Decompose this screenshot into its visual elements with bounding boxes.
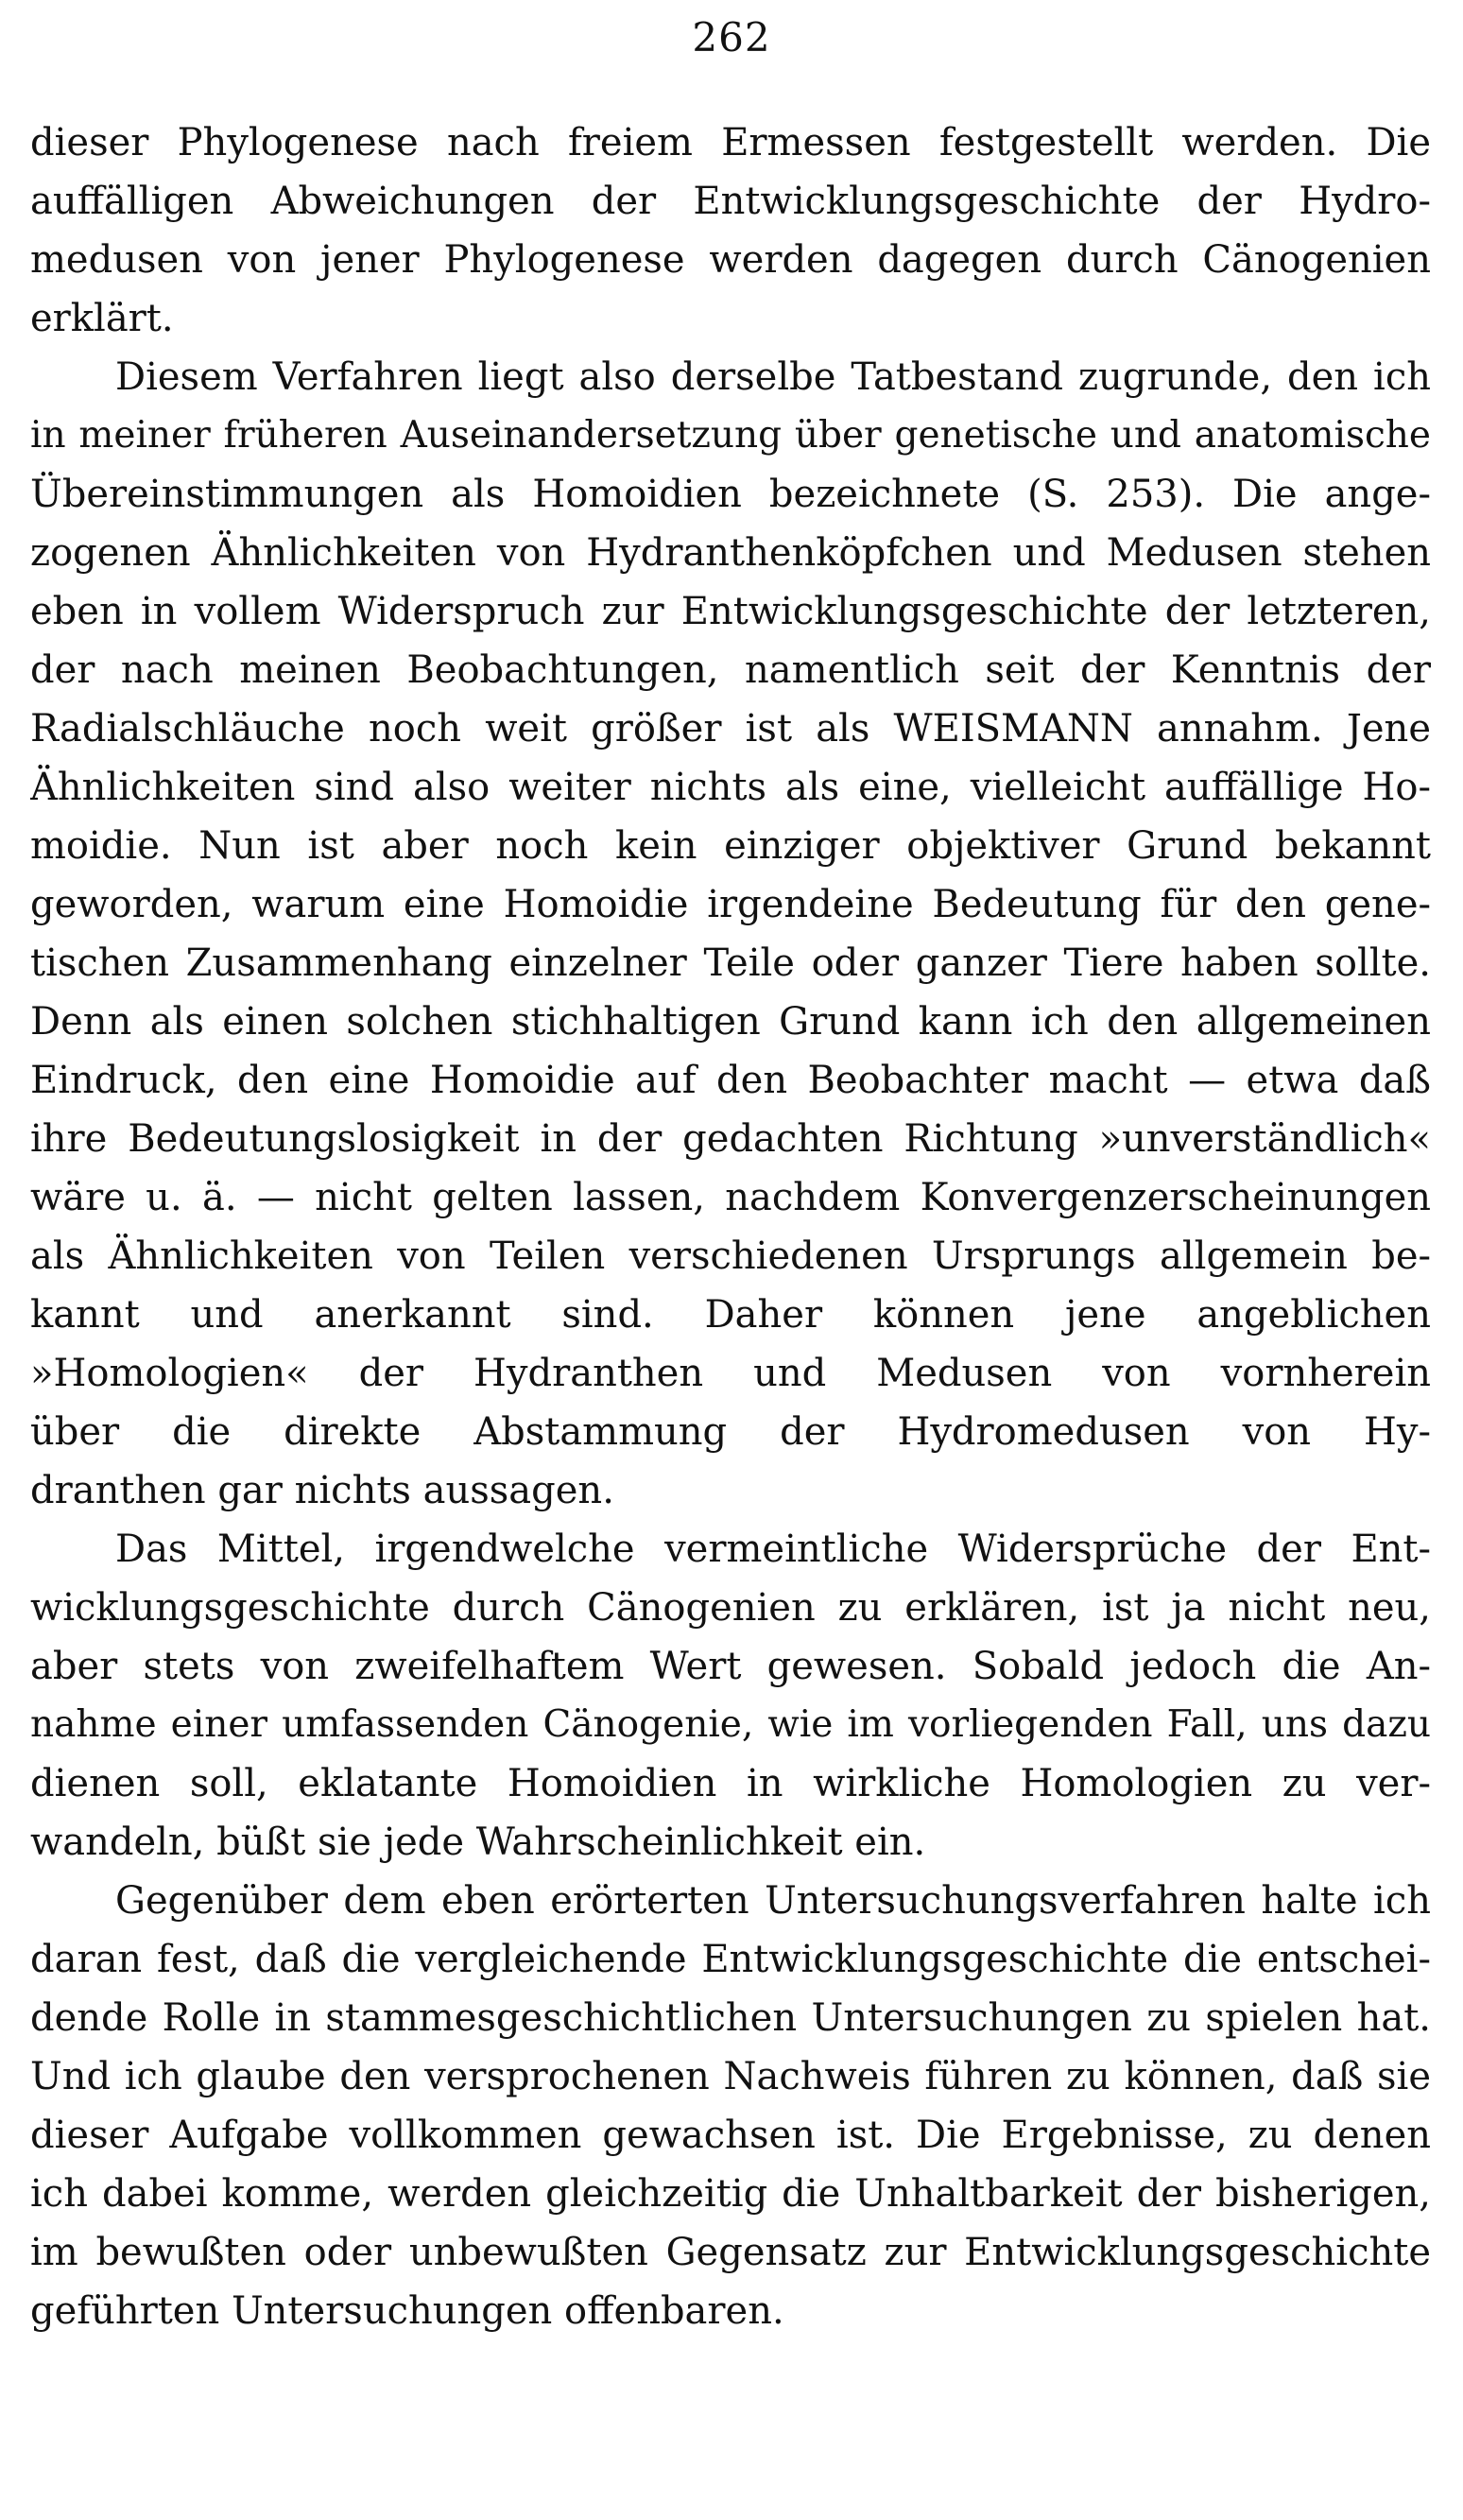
text-line: dieser Phylogenese nach freiem Ermessen festgestellt werden. Die	[30, 121, 1431, 164]
text-line: in meiner früheren Auseinandersetzung über genetische und anatomische	[30, 414, 1431, 457]
text-line: zogenen Ähnlichkeiten von Hydranthenköpfchen und Medusen stehen	[30, 531, 1431, 575]
text-line: dranthen gar nichts aussagen.	[30, 1469, 614, 1512]
text-line: »Homologien« der Hydranthen und Medusen von vornherein	[30, 1352, 1431, 1395]
text-line: ihre Bedeutungslosigkeit in der gedachten Richtung »unverständlich«	[30, 1117, 1431, 1161]
text-line: Diesem Verfahren liegt also derselbe Tatbestand zugrunde, den ich	[115, 355, 1431, 399]
text-line: kannt und anerkannt sind. Daher können jene angeblichen	[30, 1293, 1431, 1337]
text-line: tischen Zusammenhang einzelner Teile oder ganzer Tiere haben sollte.	[30, 941, 1431, 985]
text-line: geführten Untersuchungen offenbaren.	[30, 2289, 784, 2333]
text-line: medusen von jener Phylogenese werden dagegen durch Cänogenien	[30, 238, 1431, 282]
text-line: ich dabei komme, werden gleichzeitig die Unhaltbarkeit der bisherigen,	[30, 2172, 1431, 2216]
text-line: Eindruck, den eine Homoidie auf den Beobachter macht — etwa daß	[30, 1059, 1431, 1102]
paragraph	[30, 1520, 1431, 1872]
text-line: daran fest, daß die vergleichende Entwicklungsgeschichte die entschei-	[30, 1938, 1431, 1981]
text-line: Das Mittel, irgendwelche vermeintliche Widersprüche der Ent-	[115, 1528, 1431, 1571]
text-line: wandeln, büßt sie jede Wahrscheinlichkeit ein.	[30, 1821, 926, 1864]
text-line: als Ähnlichkeiten von Teilen verschiedenen Ursprungs allgemein be-	[30, 1234, 1431, 1278]
paragraph	[30, 348, 1431, 1520]
text-line: aber stets von zweifelhaftem Wert gewesen. Sobald jedoch die An-	[30, 1645, 1431, 1688]
page-number: 262	[692, 14, 771, 60]
text-line: eben in vollem Widerspruch zur Entwicklungsgeschichte der letzteren,	[30, 590, 1431, 633]
text-line: Und ich glaube den versprochenen Nachweis führen zu können, daß sie	[30, 2055, 1431, 2098]
text-line: nahme einer umfassenden Cänogenie, wie im vorliegenden Fall, uns dazu	[30, 1703, 1431, 1746]
text-line: erklärt.	[30, 297, 174, 340]
text-line: moidie. Nun ist aber noch kein einziger objektiver Grund bekannt	[30, 824, 1431, 868]
paragraph	[30, 1872, 1431, 2340]
text-line: wicklungsgeschichte durch Cänogenien zu erklären, ist ja nicht neu,	[30, 1586, 1431, 1630]
text-line: Denn als einen solchen stichhaltigen Grund kann ich den allgemeinen	[30, 1000, 1431, 1044]
paragraph	[30, 113, 1431, 348]
text-line: Gegenüber dem eben erörterten Untersuchungsverfahren halte ich	[115, 1879, 1431, 1923]
text-line: dende Rolle in stammesgeschichtlichen Untersuchungen zu spielen hat.	[30, 1996, 1431, 2040]
text-line: Übereinstimmungen als Homoidien bezeichnete (S. 253). Die ange-	[30, 473, 1431, 516]
text-line: auffälligen Abweichungen der Entwicklungsgeschichte der Hydro-	[30, 180, 1431, 223]
text-line: der nach meinen Beobachtungen, namentlich seit der Kenntnis der	[30, 648, 1431, 692]
text-line: im bewußten oder unbewußten Gegensatz zur Entwicklungsgeschichte	[30, 2231, 1431, 2274]
text-line: wäre u. ä. — nicht gelten lassen, nachdem Konvergenzerscheinungen	[30, 1176, 1431, 1219]
text-line: über die direkte Abstammung der Hydromedusen von Hy-	[30, 1410, 1431, 1454]
body-text	[30, 113, 1431, 2340]
text-line: Radialschläuche noch weit größer ist als WEISMANN annahm. Jene	[30, 707, 1431, 751]
text-line: Ähnlichkeiten sind also weiter nichts als eine, vielleicht auffällige Ho-	[30, 766, 1431, 809]
text-line: dieser Aufgabe vollkommen gewachsen ist. Die Ergebnisse, zu denen	[30, 2114, 1431, 2157]
text-line: geworden, warum eine Homoidie irgendeine Bedeutung für den gene-	[30, 883, 1431, 926]
text-line: dienen soll, eklatante Homoidien in wirkliche Homologien zu ver-	[30, 1762, 1431, 1805]
